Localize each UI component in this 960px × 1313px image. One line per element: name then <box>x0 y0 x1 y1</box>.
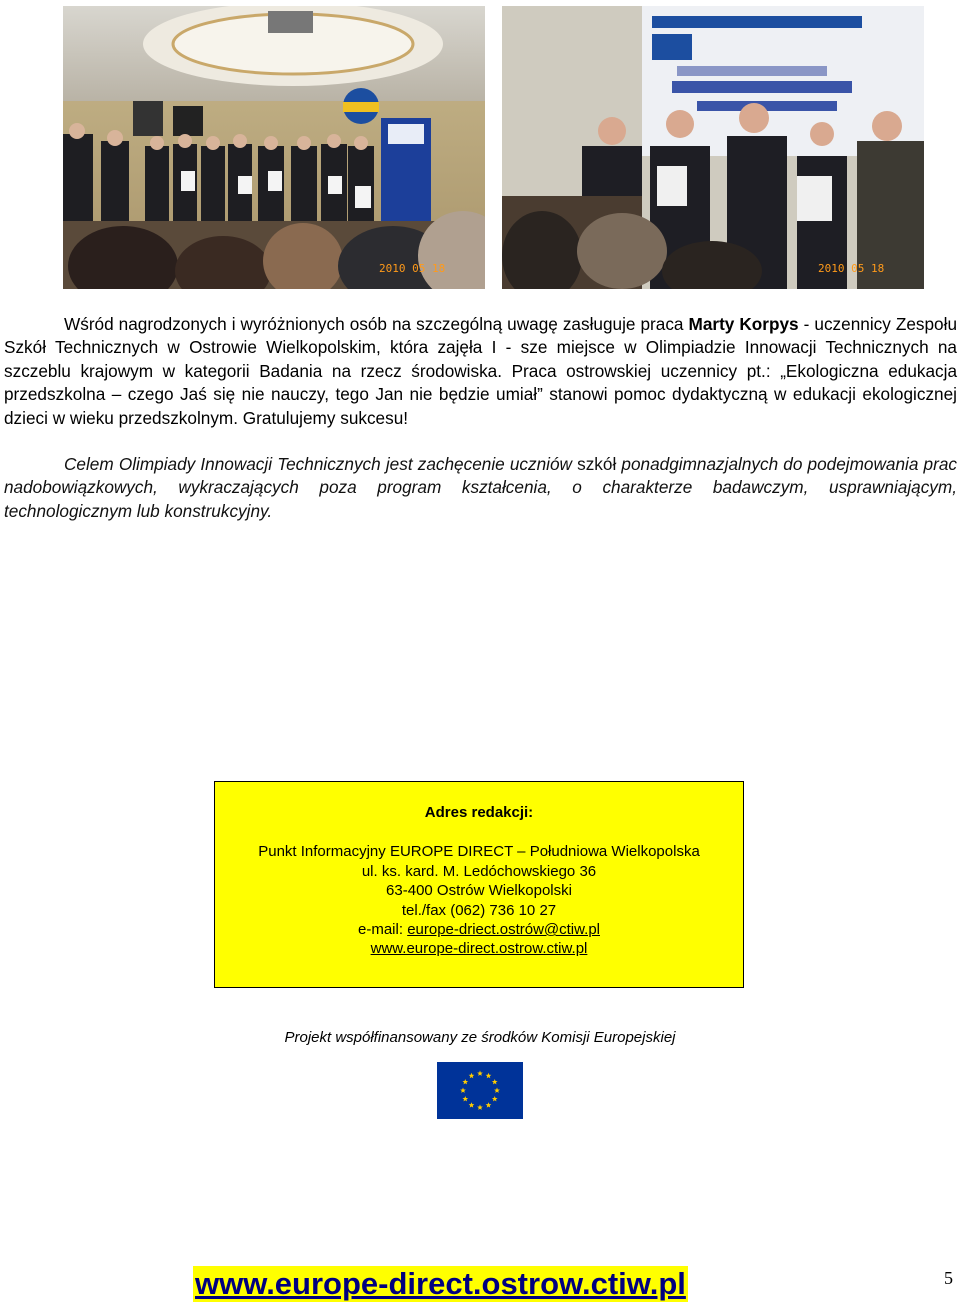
page-number: 5 <box>944 1268 953 1288</box>
website-link[interactable]: www.europe-direct.ostrow.ctiw.pl <box>370 940 588 958</box>
address-title: Adres redakcji: <box>424 804 534 821</box>
paragraph-text: Wśród nagrodzonych i wyróżnionych osób na szczególną uwagę zasługuje praca <box>64 314 689 334</box>
award-ceremony-winners-photo <box>502 6 924 289</box>
photo-datestamp: 2010 05 18 <box>379 262 446 275</box>
footer-website-link[interactable]: www.europe-direct.ostrow.ctiw.pl <box>195 1266 686 1301</box>
paragraph-word: szkół <box>577 454 617 474</box>
eu-flag-icon <box>437 1062 523 1119</box>
address-phone: tel./fax (062) 736 10 27 <box>401 901 557 919</box>
cofinancing-note: Projekt współfinansowany ze środków Komisji Europejskiej <box>284 1029 676 1046</box>
article-paragraph-2 <box>4 453 957 523</box>
address-email-line <box>215 920 743 939</box>
article-paragraph-1 <box>4 313 957 430</box>
winner-name: Marty Korpys <box>688 314 799 334</box>
paragraph-text: Celem Olimpiady Innowacji Technicznych jest zachęcenie uczniów <box>64 454 578 474</box>
paragraph-text: - uczennicy Zespołu Szkół Technicznych w Ostrowie Wielkopolskim, która zajęła I - sze miejsce w Olimpiadzie Innowacji Technicznych na szczeblu krajowym w kategorii Badania na rzecz środowiska. Praca ostrowskiej uczennicy pt.: „Ekologiczna edukacja przedszkolna – czego Jaś się nie nauczy, tego Jan nie będzie umiał” stanowi pomoc dydaktyczną w edukacji ekologicznej dzieci w wieku przedszkolnym. Gratulujemy sukcesu! <box>4 314 957 428</box>
email-label: e-mail: <box>358 921 408 939</box>
address-street: ul. ks. kard. M. Ledóchowskiego 36 <box>361 862 597 880</box>
editorial-address-box <box>214 781 744 988</box>
address-organization: Punkt Informacyjny EUROPE DIRECT – Południowa Wielkopolska <box>258 843 700 861</box>
email-link[interactable]: europe-driect.ostrów@ctiw.pl <box>407 921 600 939</box>
address-city: 63-400 Ostrów Wielkopolski <box>386 882 572 900</box>
photo-datestamp: 2010 05 18 <box>818 262 885 275</box>
award-ceremony-group-photo <box>63 6 485 289</box>
paragraph-text: ponadgimnazjalnych do podejmowania prac nadobowiązkowych, wykraczających poza program kształcenia, o charakterze badawczym, usprawniającym, technologicznym lub konstrukcyjny. <box>4 454 957 521</box>
